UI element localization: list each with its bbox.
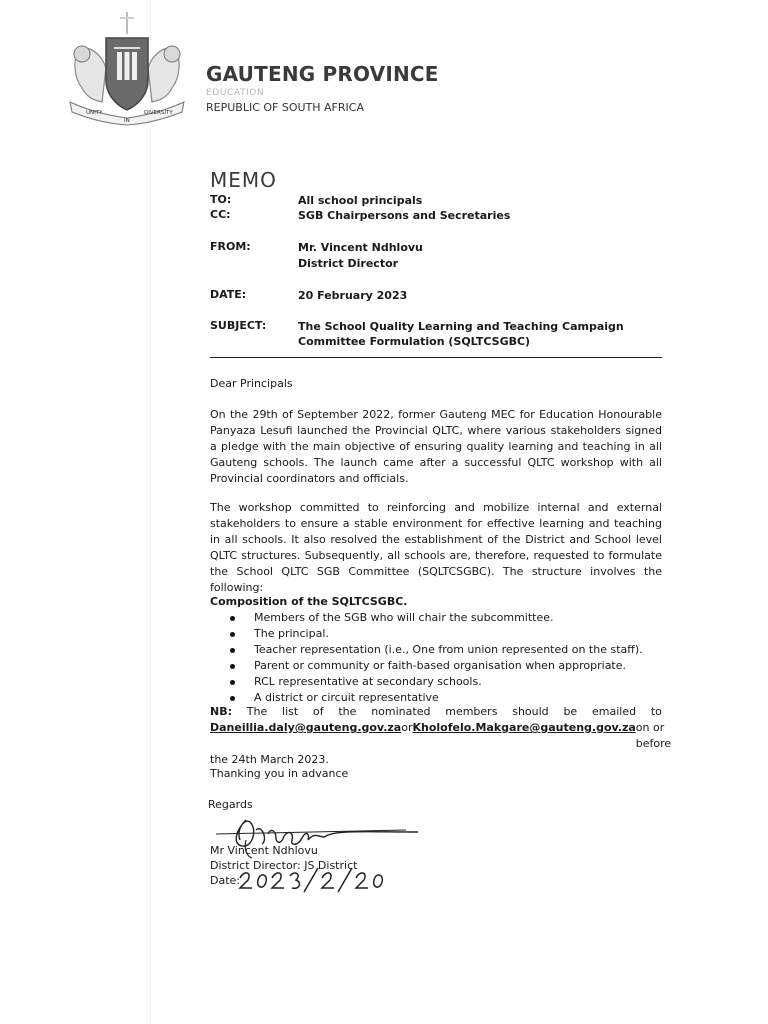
list-item: RCL representative at secondary schools. (230, 674, 660, 690)
list-item: Teacher representation (i.e., One from union represented on the staff). (230, 642, 660, 658)
svg-text:UNITY: UNITY (86, 110, 103, 116)
bullet-icon (230, 632, 235, 637)
email-link-makgare[interactable]: Kholofelo.Makgare@gauteng.gov.za (412, 721, 636, 734)
header-divider (210, 357, 662, 358)
date-value: 20 February 2023 (298, 289, 408, 302)
list-item: Parent or community or faith-based organisation when appropriate. (230, 658, 660, 674)
from-label: FROM: (210, 240, 251, 253)
closing-thanks: Thanking you in advance (210, 767, 349, 780)
nb-line-3: the 24th March 2023. (210, 753, 329, 766)
date-label: DATE: (210, 288, 247, 301)
regards-text: Regards (208, 798, 253, 811)
scan-edge (150, 0, 151, 1024)
department-name: EDUCATION (206, 88, 265, 98)
nb-note (210, 704, 672, 768)
bullet-icon (230, 680, 235, 685)
signatory-title: District Director: JS District (210, 859, 358, 872)
paragraph-2: The workshop committed to reinforcing and mobilize internal and external stakeholders to ensure a stable environment for effective learning and teaching in all schools. It also resolved the establishment of the District and School level QLTC structures. Subsequently, all schools are, therefore, requested to formulate the School QLTC SGB Committee (SQLTCSGBC). The structure involves the following: (210, 501, 662, 594)
salutation: Dear Principals (210, 377, 293, 390)
svg-text:DIVERSITY: DIVERSITY (144, 110, 173, 116)
to-label: TO: (210, 193, 232, 206)
svg-text:IN: IN (124, 118, 130, 124)
composition-list (230, 610, 660, 706)
list-item: A district or circuit representative (230, 690, 660, 706)
from-name: Mr. Vincent Ndhlovu (298, 241, 423, 254)
bullet-icon (230, 664, 235, 669)
subject-value: The School Quality Learning and Teaching Campaign Committee Formulation (SQLTCSGBC) (298, 320, 624, 348)
list-item: Members of the SGB who will chair the subcommittee. (230, 610, 660, 626)
nb-line-2: Daneillia.daly@gauteng.gov.za or Kholofelo.Makgare@gauteng.gov.za on or before (210, 721, 672, 750)
composition-heading: Composition of the SQLTCSGBC. (210, 595, 408, 608)
email-link-daly[interactable]: Daneillia.daly@gauteng.gov.za (210, 721, 402, 734)
bullet-icon (230, 696, 235, 701)
from-title: District Director (298, 257, 399, 270)
list-item: The principal. (230, 626, 660, 642)
signatory-name: Mr Vincent Ndhlovu (210, 844, 318, 857)
coat-of-arms-icon (62, 8, 192, 126)
subject-label: SUBJECT: (210, 319, 267, 332)
signature-date-label: Date: (210, 874, 240, 887)
cc-value: SGB Chairpersons and Secretaries (298, 209, 511, 222)
paragraph-1: On the 29th of September 2022, former Gauteng MEC for Education Honourable Panyaza Lesufi launched the Provincial QLTC, where various stakeholders signed a pledge with the main objective of ensuring quality learning and teaching in all Gauteng schools. The launch came after a successful QLTC workshop with all Provincial coordinators and officials. (210, 408, 662, 485)
country-name: REPUBLIC OF SOUTH AFRICA (206, 101, 364, 114)
cc-label: CC: (210, 208, 231, 221)
province-title: GAUTENG PROVINCE (206, 62, 439, 86)
to-value: All school principals (298, 194, 423, 207)
bullet-icon (230, 616, 235, 621)
nb-line-1: NB: The list of the nominated members should be emailed to (210, 705, 662, 718)
bullet-icon (230, 648, 235, 653)
memo-title: MEMO (210, 168, 277, 192)
